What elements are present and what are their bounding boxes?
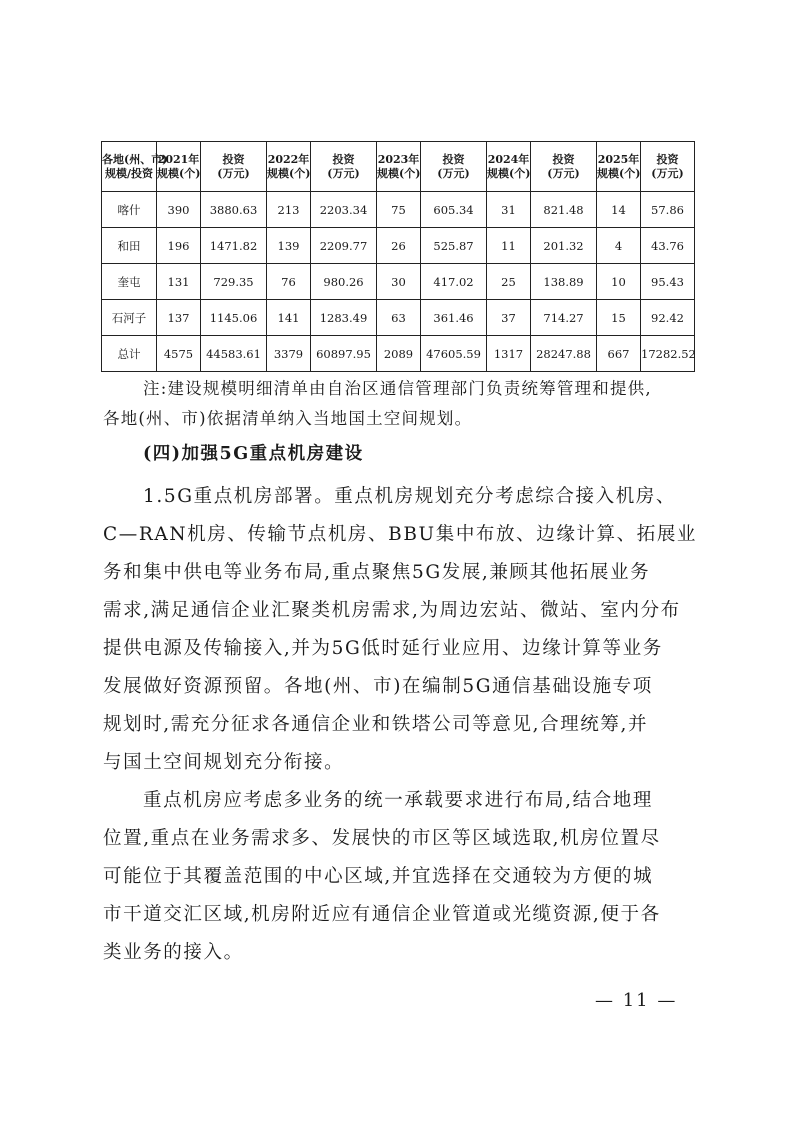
table-cell: 213 [267,192,311,228]
table-cell: 和田 [102,228,157,264]
header-region: 各地(州、市) 规模/投资 [102,142,157,192]
table-cell: 3880.63 [201,192,267,228]
table-cell: 11 [487,228,531,264]
table-note [103,374,693,434]
table-cell: 44583.61 [201,336,267,372]
table-cell: 75 [377,192,421,228]
table-cell: 1471.82 [201,228,267,264]
table-cell: 4 [597,228,641,264]
header-2024-scale: 2024年 规模(个) [487,142,531,192]
table-row [102,192,695,228]
table-cell: 47605.59 [421,336,487,372]
table-total-row [102,336,695,372]
table-cell: 1283.49 [311,300,377,336]
table-cell: 141 [267,300,311,336]
text-line: 需求,满足通信企业汇聚类机房需求,为周边宏站、微站、室内分布 [103,600,681,621]
text-line: C—RAN机房、传输节点机房、BBU集中布放、边缘计算、拓展业 [103,524,698,545]
table-row [102,264,695,300]
table-cell: 60897.95 [311,336,377,372]
table-cell: 92.42 [641,300,695,336]
table-cell: 821.48 [531,192,597,228]
text-line: 提供电源及传输接入,并为5G低时延行业应用、边缘计算等业务 [103,638,663,659]
table-cell: 4575 [157,336,201,372]
table-cell: 137 [157,300,201,336]
table-cell: 390 [157,192,201,228]
text-line: 可能位于其覆盖范围的中心区域,并宜选择在交通较为方便的城 [103,866,654,887]
table-cell: 417.02 [421,264,487,300]
table-cell: 15 [597,300,641,336]
investment-table [101,141,695,372]
text-line: 重点机房应考虑多业务的统一承载要求进行布局,结合地理 [143,790,653,811]
table-cell: 714.27 [531,300,597,336]
table-cell: 980.26 [311,264,377,300]
table-cell: 605.34 [421,192,487,228]
header-2023-investment: 投资 (万元) [421,142,487,192]
table-cell: 139 [267,228,311,264]
table-cell: 201.32 [531,228,597,264]
text-line: 1.5G重点机房部署。重点机房规划充分考虑综合接入机房、 [143,486,677,507]
table-cell: 奎屯 [102,264,157,300]
table-cell: 28247.88 [531,336,597,372]
paragraph-1 [103,478,698,782]
table-cell: 2203.34 [311,192,377,228]
table-cell: 525.87 [421,228,487,264]
note-line: 注:建设规模明细清单由自治区通信管理部门负责统筹管理和提供, [143,379,652,398]
header-2023-scale: 2023年 规模(个) [377,142,421,192]
table-cell: 25 [487,264,531,300]
text-line: 务和集中供电等业务布局,重点聚焦5G发展,兼顾其他拓展业务 [103,562,651,583]
header-2025-investment: 投资 (万元) [641,142,695,192]
note-line: 各地(州、市)依据清单纳入当地国土空间规划。 [103,409,473,428]
table-cell: 17282.52 [641,336,695,372]
table-cell: 57.86 [641,192,695,228]
table-cell: 石河子 [102,300,157,336]
header-2021-investment: 投资 (万元) [201,142,267,192]
header-2022-investment: 投资 (万元) [311,142,377,192]
table-header-row [102,142,695,192]
section-heading: (四)加强5G重点机房建设 [143,444,364,464]
table-cell: 95.43 [641,264,695,300]
header-2024-investment: 投资 (万元) [531,142,597,192]
table-cell: 76 [267,264,311,300]
table-cell: 667 [597,336,641,372]
text-line: 发展做好资源预留。各地(州、市)在编制5G通信基础设施专项 [103,676,653,697]
table-row [102,300,695,336]
header-2021-scale: 2021年 规模(个) [157,142,201,192]
table-row [102,228,695,264]
text-line: 市干道交汇区域,机房附近应有通信企业管道或光缆资源,便于各 [103,904,661,925]
table-cell: 14 [597,192,641,228]
table-cell: 26 [377,228,421,264]
text-line: 规划时,需充分征求各通信企业和铁塔公司等意见,合理统筹,并 [103,714,649,735]
header-2022-scale: 2022年 规模(个) [267,142,311,192]
table-cell: 131 [157,264,201,300]
table-cell: 喀什 [102,192,157,228]
table-cell: 1145.06 [201,300,267,336]
table-cell: 361.46 [421,300,487,336]
table-cell: 729.35 [201,264,267,300]
text-line: 位置,重点在业务需求多、发展快的市区等区域选取,机房位置尽 [103,828,661,849]
table-cell: 2209.77 [311,228,377,264]
table-cell: 37 [487,300,531,336]
table-cell: 总计 [102,336,157,372]
table-cell: 2089 [377,336,421,372]
table-cell: 3379 [267,336,311,372]
header-2025-scale: 2025年 规模(个) [597,142,641,192]
table-cell: 10 [597,264,641,300]
table-cell: 138.89 [531,264,597,300]
table-cell: 1317 [487,336,531,372]
table-cell: 43.76 [641,228,695,264]
text-line: 类业务的接入。 [103,942,244,963]
text-line: 与国土空间规划充分衔接。 [103,752,345,773]
table-cell: 31 [487,192,531,228]
table-cell: 196 [157,228,201,264]
table-cell: 63 [377,300,421,336]
table-cell: 30 [377,264,421,300]
page-number: — 11 — [595,990,678,1011]
paragraph-2 [103,782,693,972]
